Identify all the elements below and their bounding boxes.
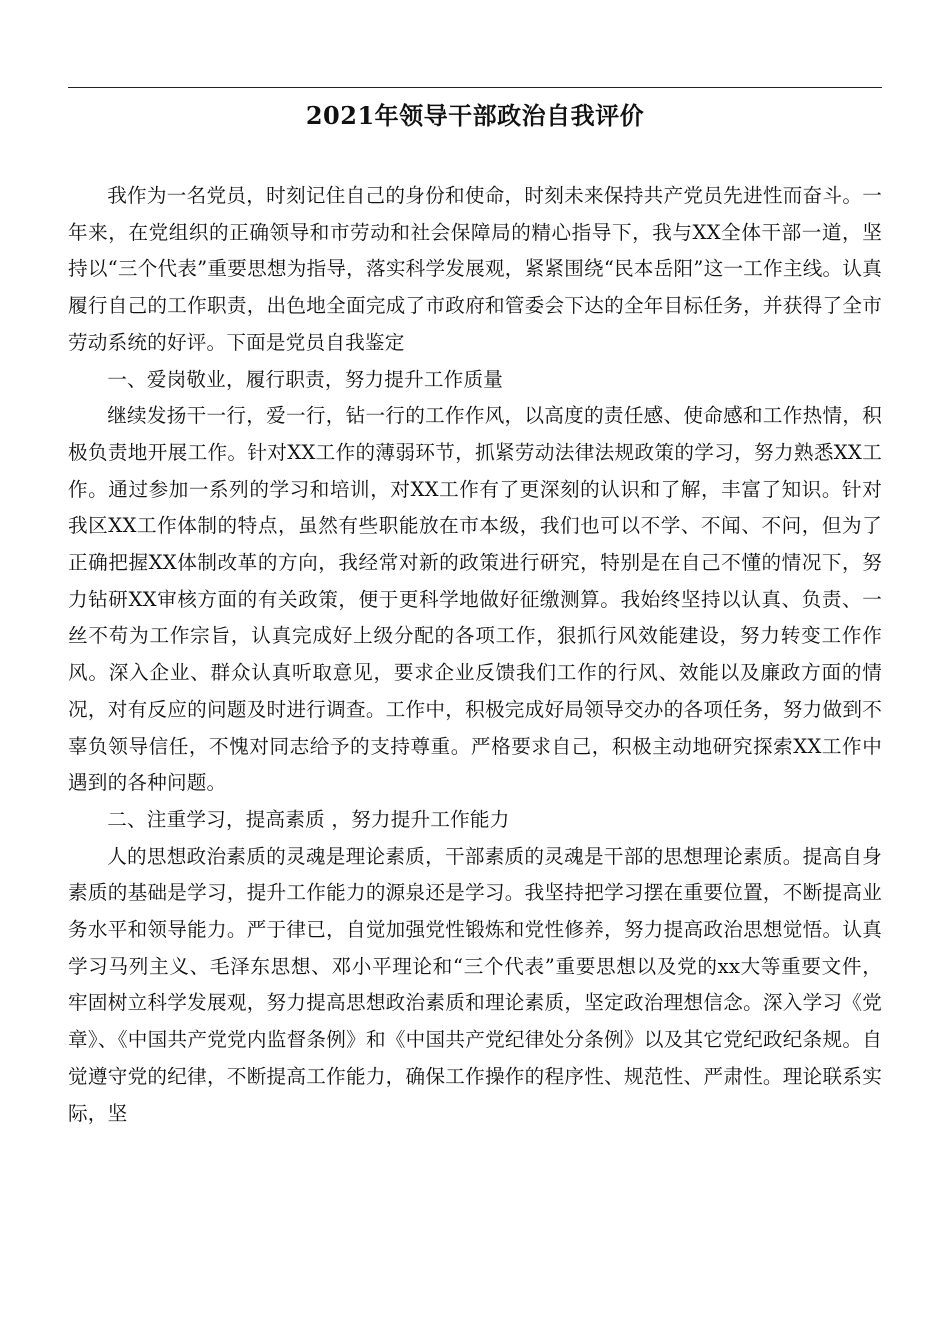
header-rule <box>68 87 882 88</box>
section-heading-1: 一、爱岗敬业，履行职责，努力提升工作质量 <box>107 367 504 391</box>
paragraph-intro: 我作为一名党员，时刻记住自己的身份和使命，时刻未来保持共产党员先进性而奋斗。一年来，在党组织的正确领导和市劳动和社会保障局的精心指导下，我与XX全体干部一道，坚持以“三个代表”重要思想为指导，落实科学发展观，紧紧围绕“民本岳阳”这一工作主线。认真履行自己的工作职责，出色地全面完成了市政府和管委会下达的全年目标任务，并获得了全市劳动系统的好评。下面是党员自我鉴定 <box>68 184 882 354</box>
paragraph-section-2: 人的思想政治素质的灵魂是理论素质，干部素质的灵魂是干部的思想理论素质。提高自身素质的基础是学习，提升工作能力的源泉还是学习。我坚持把学习摆在重要位置，不断提高业务水平和领导能力。严于律已，自觉加强党性锻炼和党性修养，努力提高政治思想觉悟。认真学习马列主义、毛泽东思想、邓小平理论和“三个代表”重要思想以及党的xx大等重要文件，牢固树立科学发展观，努力提高思想政治素质和理论素质，坚定政治理想信念。深入学习《党章》、《中国共产党党内监督条例》和《中国共产党纪律处分条例》以及其它党纪政纪条规。自觉遵守党的纪律，不断提高工作能力，确保工作操作的程序性、规范性、严肃性。理论联系实际，坚 <box>68 844 882 1125</box>
document-title: 2021年领导干部政治自我评价 <box>305 101 645 130</box>
paragraph-section-1: 继续发扬干一行，爱一行，钻一行的工作作风，以高度的责任感、使命感和工作热情，积极负责地开展工作。针对XX工作的薄弱环节，抓紧劳动法律法规政策的学习，努力熟悉XX工作。通过参加一系列的学习和培训，对XX工作有了更深刻的认识和了解，丰富了知识。针对我区XX工作体制的特点，虽然有些职能放在市本级，我们也可以不学、不闻、不问，但为了正确把握XX体制改革的方向，我经常对新的政策进行研究，特别是在自己不懂的情况下，努力钻研XX审核方面的有关政策，便于更科学地做好征缴测算。我始终坚持以认真、负责、一丝不苟为工作宗旨，认真完成好上级分配的各项工作，狠抓行风效能建设，努力转变工作作风。深入企业、群众认真听取意见，要求企业反馈我们工作的行风、效能以及廉政方面的情况，对有反应的问题及时进行调查。工作中，积极完成好局领导交办的各项任务，努力做到不辜负领导信任，不愧对同志给予的支持尊重。严格要求自己，积极主动地研究探索XX工作中遇到的各种问题。 <box>68 404 882 795</box>
section-heading-2: 二、注重学习，提高素质 ，努力提升工作能力 <box>107 807 510 831</box>
document-body <box>68 178 882 1132</box>
